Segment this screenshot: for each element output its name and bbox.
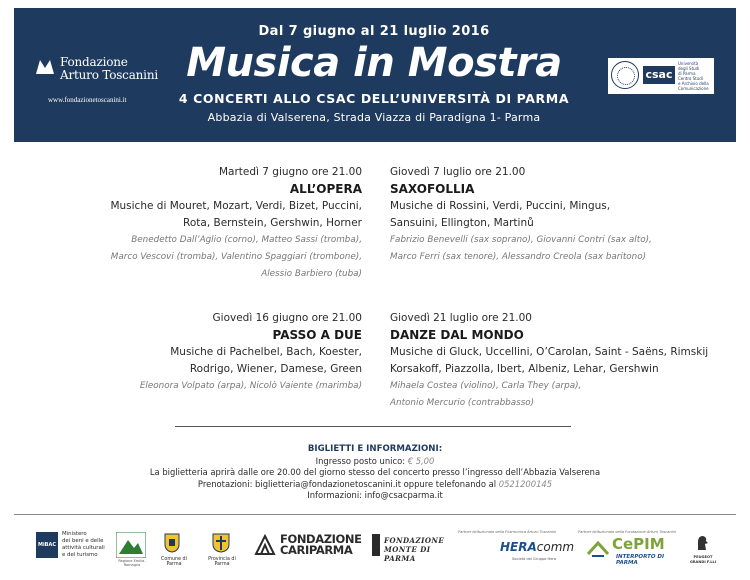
peugeot-lion-icon[interactable] (694, 534, 710, 552)
concert-program: Musiche di Rossini, Verdi, Puccini, Mingus, (390, 200, 611, 212)
venue-address: Abbazia di Valserena, Strada Viazza di Paradigna 1- Parma (207, 111, 541, 124)
event-subtitle: 4 CONCERTI ALLO CSAC DELL’UNIVERSITÀ DI PARMA (178, 91, 570, 106)
concert-performers: Eleonora Volpato (arpa), Nicolò Vaiente (marimba) (139, 381, 362, 391)
section-divider (175, 426, 571, 427)
concert-program: Musiche di Gluck, Uccellini, O’Carolan, Saint - Saëns, Rimskij (390, 346, 709, 358)
cepim-logo[interactable]: CePIM (612, 535, 665, 553)
concert-performers: Marco Vescovi (tromba), Valentino Spaggiari (trombone), (110, 252, 362, 262)
header-band (14, 8, 736, 142)
booking-email[interactable]: Prenotazioni: biglietteria@fondazionetoscanini.it oppure telefonando al (197, 478, 499, 489)
booking-info (110, 479, 640, 491)
concert-performers: Antonio Mercurio (contrabbasso) (390, 398, 535, 408)
provincia-crest-icon[interactable] (212, 531, 230, 553)
csac-logo-text: Università degli Studi di Parma Centro Studi e Archivio della Comunicazione (678, 61, 709, 91)
concert-program: Korsakoff, Piazzolla, Ibert, Albeniz, Lehar, Gershwin (390, 363, 659, 375)
fondazione-toscanini-name: Fondazione Arturo Toscanini (60, 55, 158, 82)
concert-datetime: Martedì 7 giugno ore 21.00 (218, 166, 362, 178)
concert-title: ALL’OPERA (289, 182, 362, 196)
tickets-info (110, 444, 640, 502)
concert-all-opera (80, 164, 362, 283)
csac-mark: csac (643, 66, 675, 84)
concert-performers: Alessio Barbiero (tuba) (261, 269, 362, 279)
date-range: Dal 7 giugno al 21 luglio 2016 (258, 24, 490, 39)
heracomm-subtitle: Società del Gruppo Hera (512, 557, 557, 561)
concert-datetime: Giovedì 7 luglio ore 21.00 (390, 166, 526, 178)
fondazione-monteparma-logo[interactable]: FONDAZIONE MONTE DI PARMA (384, 536, 445, 563)
concert-title: DANZE DAL MONDO (390, 328, 524, 342)
provincia-label: Provincia di Parma (208, 557, 236, 567)
monteparma-mark-icon (372, 534, 380, 556)
concert-performers: Fabrizio Benevelli (sax soprano), Giovanni Contri (sax alto), (390, 235, 652, 245)
info-email[interactable]: Informazioni: info@csacparma.it (307, 490, 443, 500)
concert-program: Musiche di Mouret, Mozart, Verdi, Bizet, Puccini, (110, 200, 362, 212)
box-office-note: La biglietteria aprirà dalle ore 20.00 del giorno stesso del concerto presso l’ingresso dell’Abbazia Valserena (149, 467, 601, 477)
fondazione-cariparma-logo[interactable]: FONDAZIONE CARIPARMA (280, 532, 362, 557)
concert-passo-a-due (80, 310, 362, 395)
ticket-price: Ingresso posto unico: € 5,00 (315, 455, 435, 466)
regione-emilia-romagna-logo-icon[interactable] (116, 532, 146, 558)
comune-label: Comune di Parma (161, 557, 187, 567)
ticket-price-value: € 5,00 (407, 455, 435, 466)
concert-program: Rota, Bernstein, Gershwin, Horner (183, 217, 362, 229)
mibac-logo[interactable]: MiBAC (36, 532, 58, 558)
concert-program: Rodrigo, Wiener, Damese, Green (189, 363, 362, 375)
concert-danze-dal-mondo (390, 310, 730, 412)
concert-title: SAXOFOLLIA (390, 182, 475, 196)
sponsor-divider (14, 514, 736, 515)
csac-university-logo[interactable] (608, 58, 714, 94)
regione-label: Regione Emilia-Romagna (118, 559, 146, 567)
concert-saxofollia (390, 164, 730, 266)
cepim-mark-icon (586, 540, 610, 558)
cariparma-mark-icon (254, 534, 276, 556)
concert-datetime: Giovedì 16 giugno ore 21.00 (212, 312, 362, 324)
heracomm-logo[interactable]: HERAcomm (500, 540, 575, 554)
mibac-text: Ministero dei beni e delle attività culturali e del turismo (62, 531, 105, 558)
concert-performers: Marco Ferri (sax tenore), Alessandro Creola (sax baritono) (390, 252, 647, 262)
peugeot-dealer-logo: PEUGEOT GRANDI F.LLI (689, 555, 717, 564)
university-seal-icon (611, 61, 639, 89)
event-title: Musica in Mostra (186, 40, 562, 86)
fondazione-toscanini-url[interactable]: www.fondazionetoscanini.it (48, 96, 127, 104)
concert-title: PASSO A DUE (272, 328, 362, 342)
booking-phone[interactable]: 0521200145 (498, 478, 553, 489)
concert-program: Musiche di Pachelbel, Bach, Koester, (170, 346, 362, 358)
concert-datetime: Giovedì 21 luglio ore 21.00 (390, 312, 532, 324)
partner-label-fondazione: Partner Istituzionale della Fondazione Arturo Toscanini (578, 530, 676, 534)
partner-label-filarmonica: Partner Istituzionale della Filarmonica Arturo Toscanini (458, 530, 557, 534)
comune-crest-icon[interactable] (164, 531, 180, 553)
tickets-heading: BIGLIETTI E INFORMAZIONI: (307, 444, 443, 454)
cepim-subtitle: INTERPORTO DI PARMA (616, 554, 665, 566)
concert-performers: Mihaela Costea (violino), Carla They (arpa), (390, 381, 582, 391)
toscanini-crest-icon (34, 58, 56, 76)
concert-program: Sansuini, Ellington, Martinů (390, 217, 534, 229)
concert-performers: Benedetto Dall’Aglio (corno), Matteo Sassi (tromba), (131, 235, 362, 245)
